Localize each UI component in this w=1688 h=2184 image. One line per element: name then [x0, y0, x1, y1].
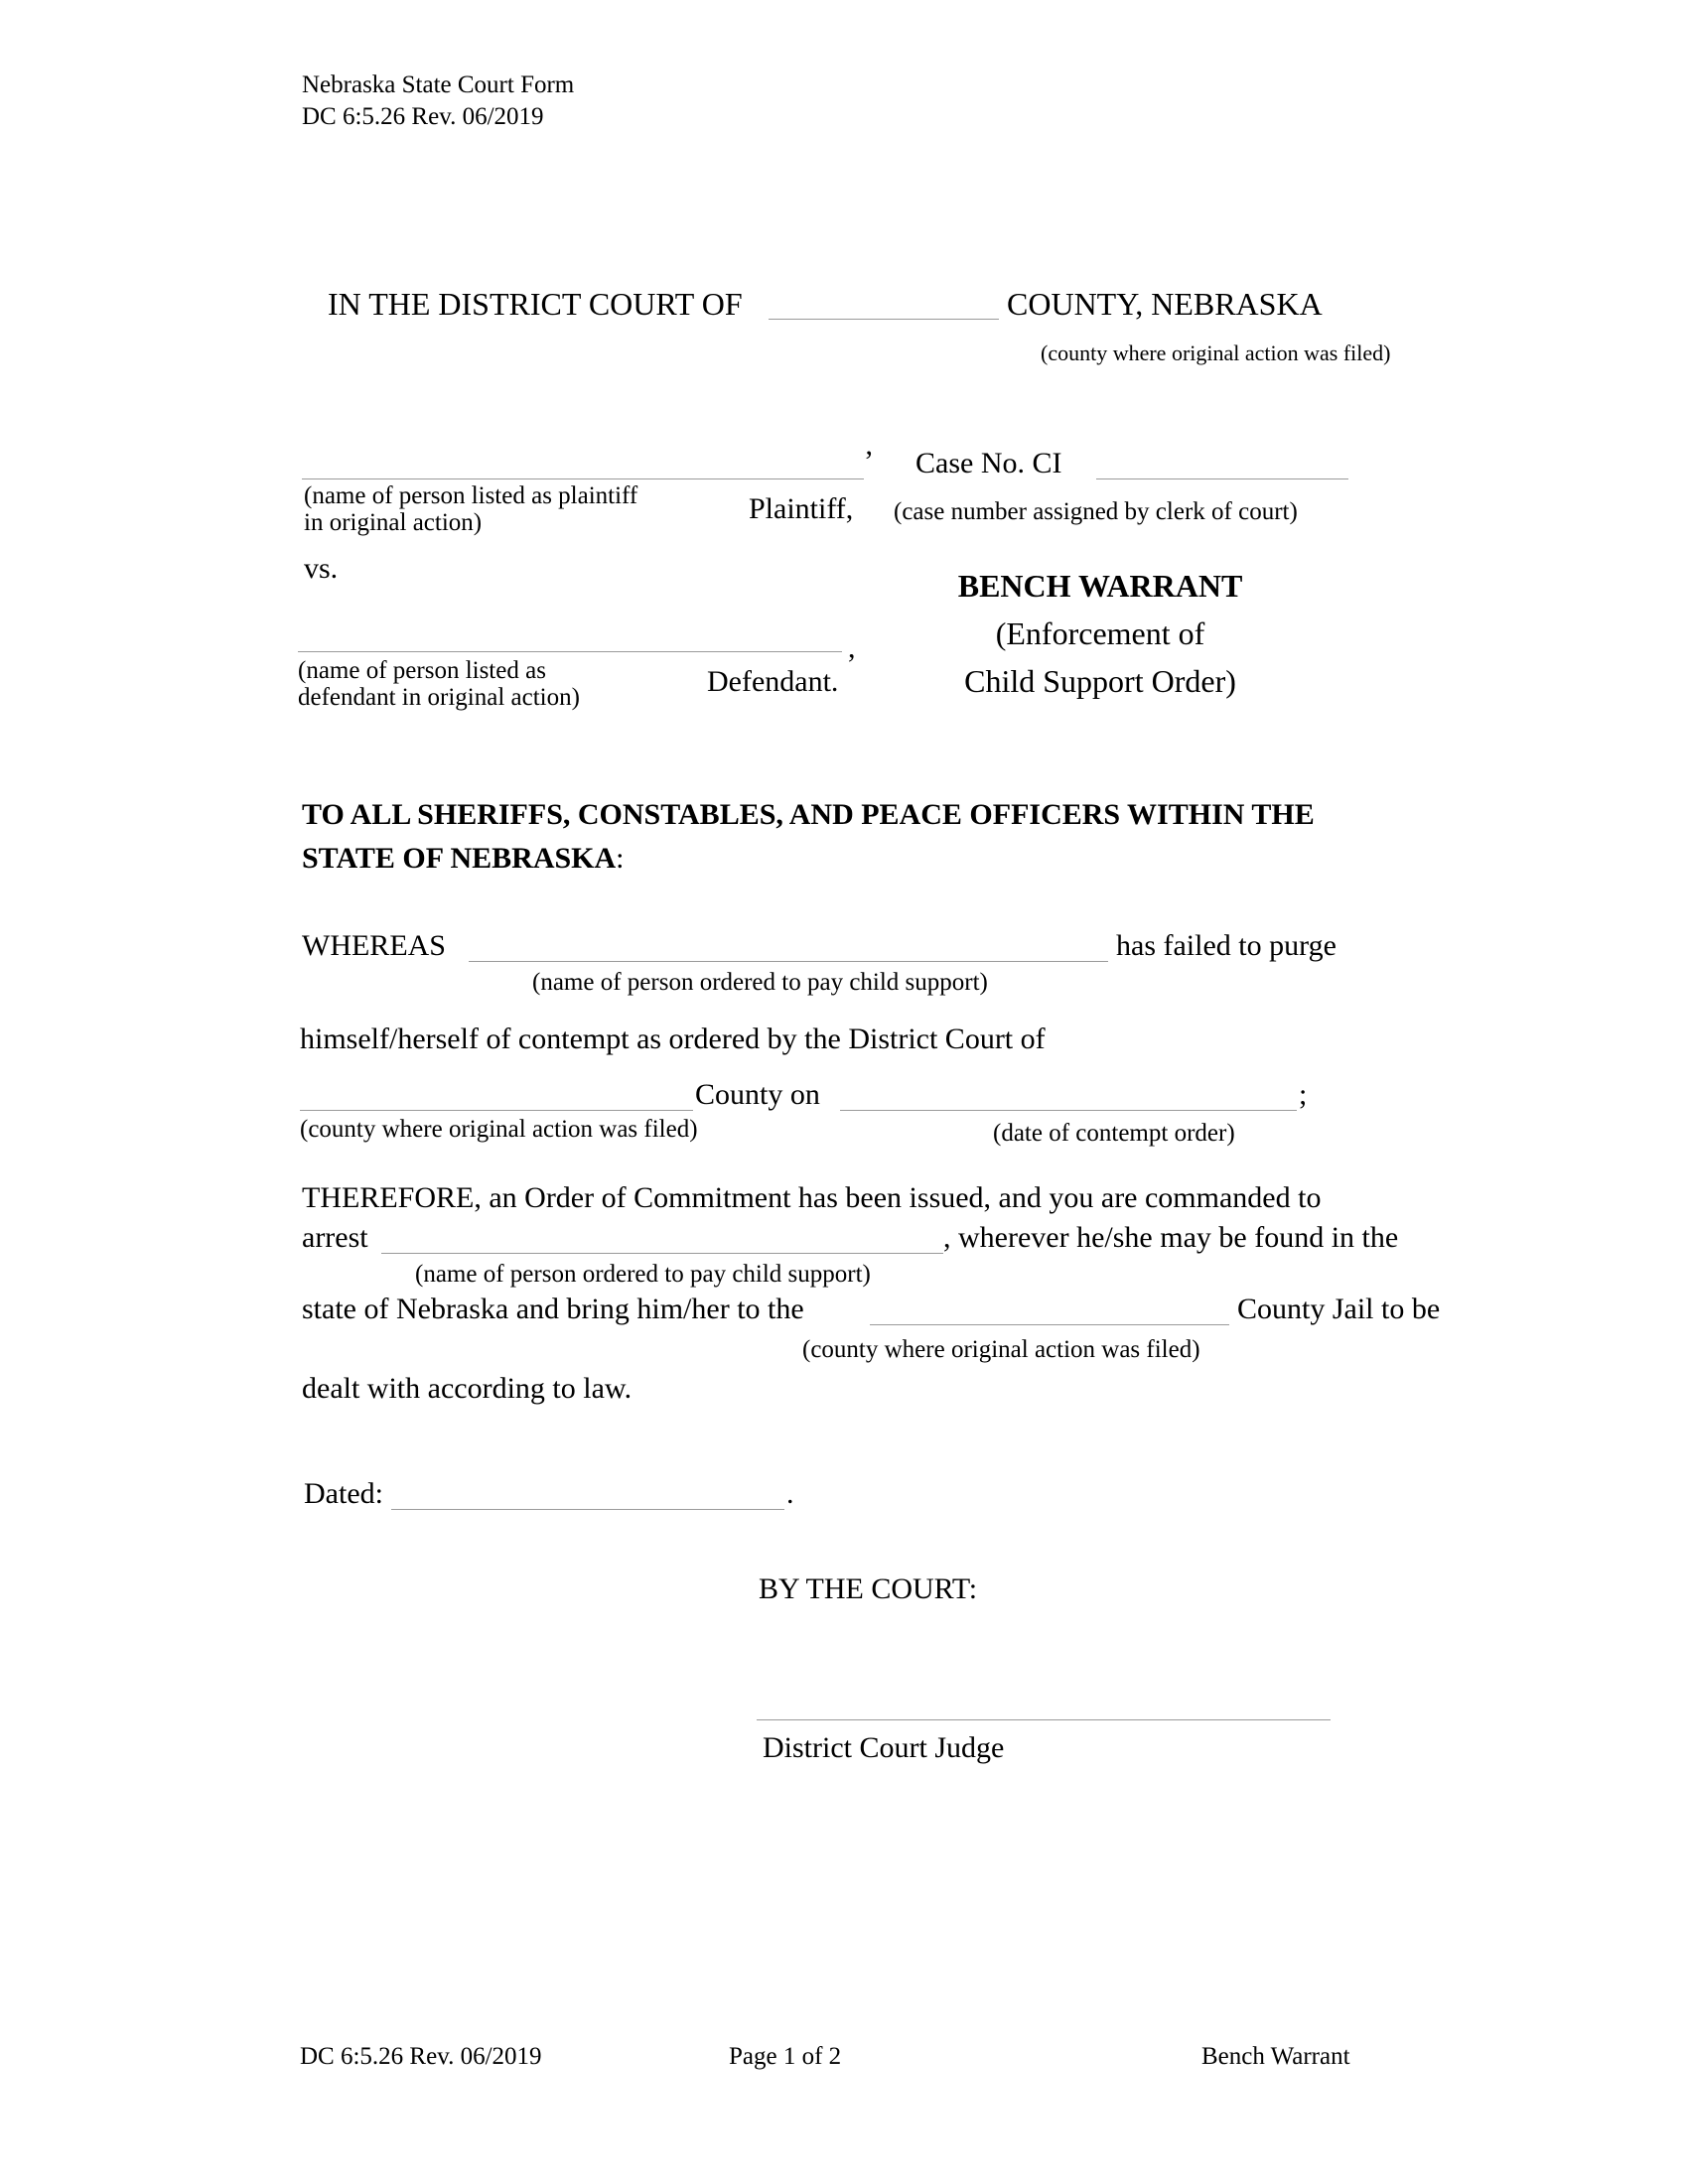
plaintiff-label: Plaintiff, — [749, 492, 854, 525]
footer-title: Bench Warrant — [1201, 2043, 1350, 2070]
bring-label: state of Nebraska and bring him/her to the — [302, 1293, 804, 1325]
therefore-line: THEREFORE, an Order of Commitment has been issued, and you are commanded to — [302, 1181, 1322, 1214]
vs-label: vs. — [304, 552, 339, 585]
address-line-2 — [302, 842, 625, 876]
footer-page: Page 1 of 2 — [729, 2043, 842, 2070]
form-number: DC 6:5.26 Rev. 06/2019 — [302, 103, 544, 130]
contempt-county-input[interactable] — [300, 1110, 693, 1111]
defendant-hint-line-1: (name of person listed as — [298, 657, 546, 684]
defendant-name-input[interactable] — [298, 651, 842, 652]
plaintiff-hint-line-1: (name of person listed as plaintiff — [304, 482, 638, 509]
document-title: BENCH WARRANT — [957, 568, 1243, 604]
form-name: Nebraska State Court Form — [302, 71, 575, 98]
document-subtitle-2: Child Support Order) — [964, 663, 1236, 699]
plaintiff-hint-line-2: in original action) — [304, 509, 483, 536]
plaintiff-hint — [304, 482, 637, 536]
footer-form-number: DC 6:5.26 Rev. 06/2019 — [300, 2043, 542, 2070]
semicolon: ; — [1299, 1078, 1308, 1111]
contempt-line: himself/herself of contempt as ordered by the District Court of — [300, 1023, 1046, 1055]
whereas-name-input[interactable] — [469, 961, 1108, 962]
jail-county-input[interactable] — [870, 1324, 1229, 1325]
contempt-county-hint: (county where original action was filed) — [300, 1116, 698, 1143]
arrest-hint: (name of person ordered to pay child support) — [415, 1261, 871, 1288]
jail-tail: County Jail to be — [1237, 1293, 1441, 1325]
whereas-hint: (name of person ordered to pay child support) — [532, 969, 988, 996]
judge-signature-line[interactable] — [757, 1719, 1331, 1720]
address-line-1: TO ALL SHERIFFS, CONSTABLES, AND PEACE OFFICERS WITHIN THE — [302, 798, 1315, 831]
defendant-hint-line-2: defendant in original action) — [298, 684, 580, 711]
case-no-hint: (case number assigned by clerk of court) — [894, 498, 1298, 525]
county-input[interactable] — [769, 319, 999, 320]
county-on-label: County on — [695, 1078, 820, 1111]
defendant-label: Defendant. — [707, 665, 839, 698]
judge-label: District Court Judge — [763, 1731, 1005, 1764]
address-colon: : — [616, 842, 625, 875]
defendant-comma: , — [848, 631, 856, 664]
court-county-hint: (county where original action was filed) — [1041, 341, 1391, 365]
plaintiff-comma: ’ — [864, 445, 874, 478]
contempt-date-hint: (date of contempt order) — [993, 1120, 1235, 1147]
address-state: STATE OF NEBRASKA — [302, 842, 617, 875]
case-no-label: Case No. CI — [915, 447, 1062, 479]
whereas-tail: has failed to purge — [1116, 929, 1336, 962]
defendant-hint — [298, 657, 580, 711]
arrest-name-input[interactable] — [381, 1253, 943, 1254]
dated-input[interactable] — [391, 1509, 784, 1510]
dated-period: . — [786, 1477, 794, 1510]
document-subtitle-1: (Enforcement of — [995, 615, 1205, 651]
jail-hint: (county where original action was filed) — [802, 1336, 1200, 1363]
whereas-label: WHEREAS — [302, 929, 446, 962]
law-line: dealt with according to law. — [302, 1372, 633, 1405]
by-the-court: BY THE COURT: — [759, 1572, 978, 1605]
arrest-tail: , wherever he/she may be found in the — [943, 1221, 1399, 1254]
court-suffix: COUNTY, NEBRASKA — [1007, 286, 1323, 322]
plaintiff-name-input[interactable] — [302, 478, 864, 479]
case-number-input[interactable] — [1096, 478, 1348, 479]
court-prefix: IN THE DISTRICT COURT OF — [328, 286, 743, 322]
contempt-date-input[interactable] — [840, 1110, 1297, 1111]
dated-label: Dated: — [304, 1477, 383, 1510]
arrest-label: arrest — [302, 1221, 368, 1254]
